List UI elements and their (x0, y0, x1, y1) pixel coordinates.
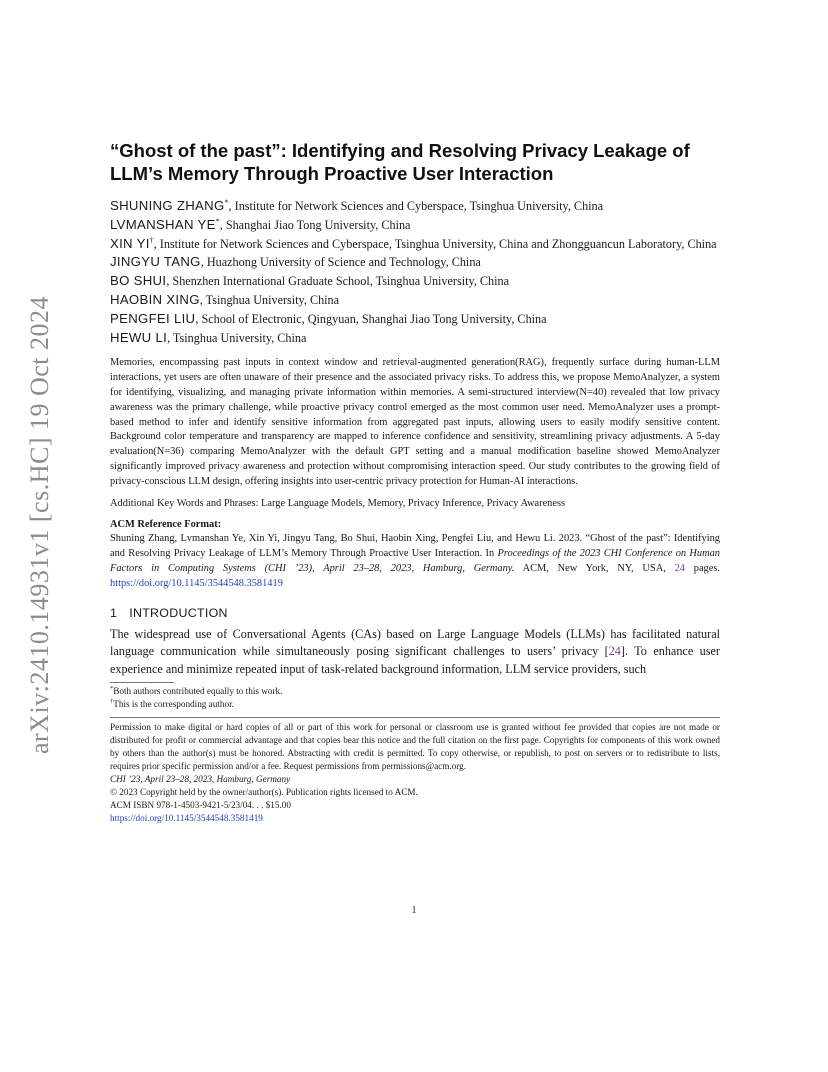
author-name: HEWU LI (110, 329, 168, 345)
author-name: PENGFEI LIU (110, 310, 196, 326)
author-entry (110, 272, 720, 291)
paper-title (110, 139, 720, 185)
section-heading (110, 604, 720, 622)
copyright-line: © 2023 Copyright held by the owner/author(s). Publication rights licensed to ACM. (110, 786, 418, 797)
author-mark: * (224, 197, 229, 207)
title-line-1: “Ghost of the past”: Identifying and Resolving Privacy Leakage of (110, 140, 690, 161)
permission-rule (110, 717, 720, 718)
author-entry (110, 253, 720, 272)
keywords: Additional Key Words and Phrases: Large Language Models, Memory, Privacy Inference, Privacy Awareness (110, 497, 566, 509)
footnote (110, 698, 720, 711)
footnote-rule (110, 682, 174, 683)
author-mark: * (215, 216, 220, 226)
author-name: HAOBIN XING (110, 291, 200, 307)
section-title: INTRODUCTION (129, 605, 228, 620)
author-name: BO SHUI (110, 273, 167, 289)
reference-publisher: ACM, New York, NY, USA, (514, 562, 675, 574)
author-entry (110, 216, 720, 235)
reference-pages: pages. (684, 562, 721, 574)
reference-proceedings: Proceedings of the 2023 CHI Conference on Human Factors in Computing Systems (CHI ’23), April 23–28, 2023, Hamburg, Germany. (110, 548, 720, 574)
footnote-text: This is the corresponding author. (113, 698, 234, 709)
author-affiliation: , Institute for Network Sciences and Cyberspace, Tsinghua University, China and Zhongguancun Laboratory, China (153, 236, 717, 251)
citation-link[interactable]: 24 (608, 644, 621, 659)
reference-text: Shuning Zhang, Lvmanshan Ye, Xin Yi, Jingyu Tang, Bo Shui, Haobin Xing, Pengfei Liu, and Hewu Li. 2023. “Ghost of the past”: Identifying and Resolving Privacy Leakage of LLM’s Memory Through Proactive User Interaction. In (110, 533, 720, 560)
intro-paragraph (110, 626, 720, 679)
permission-notice: Permission to make digital or hard copies of all or part of this work for personal or classroom use is granted without fee provided that copies are not made or distributed for profit or commercial advantage and that copies bear this notice and the full citation on the first page. Copyrights for components of this work owned by others than the author(s) must be honored. Abstracting with credit is permitted. To copy otherwise, or republish, to post on servers or to redistribute to lists, requires prior specific permission and/or a fee. Request permissions from permissions@acm.org. (110, 722, 720, 772)
title-line-2: LLM’s Memory Through Proactive User Interaction (110, 163, 554, 184)
author-affiliation: , Tsinghua University, China (167, 330, 307, 345)
section-number: 1 (110, 605, 118, 620)
author-mark: † (149, 235, 154, 245)
author-entry (110, 291, 720, 310)
arxiv-sidebar-stamp (20, 285, 60, 765)
author-affiliation: , Tsinghua University, China (199, 292, 340, 307)
author-name: JINGYU TANG (110, 254, 201, 270)
paper-page (110, 139, 720, 825)
author-affiliation: , School of Electronic, Qingyuan, Shanghai Jiao Tong University, China (195, 311, 547, 326)
page-number: 1 (411, 905, 417, 916)
isbn-line: ACM ISBN 978-1-4503-9421-5/23/04. . . $15.00 (110, 799, 291, 810)
intro-text-cont: ]. To enhance user experience and minimize repeated input of task-related background information, LLM service providers, such (110, 644, 720, 676)
author-list (110, 197, 720, 347)
acm-reference-heading: ACM Reference Format: (110, 519, 222, 531)
author-affiliation: , Shenzhen International Graduate School, Tsinghua University, China (166, 274, 510, 289)
abstract: Memories, encompassing past inputs in context window and retrieval-augmented generation(RAG), frequently surface during human-LLM interactions, yet users are often unaware of their presence and the associated privacy risks. To address this, we propose MemoAnalyzer, a system for identifying, visualizing, and managing private information within memories. A semi-structured interview(N=40) revealed that low privacy awareness was the primary challenge, while proactive privacy control emerged as the most common user need. MemoAnalyzer uses a prompt-based method to infer and identify sensitive information from aggregated past inputs, allowing users to easily modify sensitive content. Background color temperature and transparency are mapped to inference confidence and sensitivity, streamlining privacy adjustments. A 5-day evaluation(N=36) comparing MemoAnalyzer with the default GPT setting and a manual modification baseline showed MemoAnalyzer significantly improved privacy awareness and protection without compromising interaction speed. Our study contributes to the growing field of privacy-conscious LLM design, offering insights into user-centric privacy protection for Human-AI interactions. (110, 357, 720, 487)
footnote (110, 685, 720, 698)
arxiv-id: arXiv:2410.14931v1 [cs.HC] 19 Oct 2024 (25, 295, 54, 755)
author-name: LVMANSHAN YE (110, 216, 216, 232)
footnote-mark: * (110, 685, 114, 693)
author-affiliation: , Institute for Network Sciences and Cyberspace, Tsinghua University, China (228, 199, 604, 213)
intro-text: The widespread use of Conversational Agents (CAs) based on Large Language Models (LLMs) has facilitated natural language communication while simultaneously posing significant challenges to users’ privacy [ (110, 626, 720, 659)
author-affiliation: , Shanghai Jiao Tong University, China (219, 217, 411, 232)
author-name: XIN YI (110, 235, 150, 251)
acm-reference (110, 532, 720, 591)
author-entry (110, 329, 720, 348)
author-entry (110, 310, 720, 329)
author-name: SHUNING ZHANG (110, 198, 225, 213)
footnote-mark: † (110, 697, 114, 705)
reference-pages-link[interactable]: 24 (674, 562, 685, 574)
reference-doi-link[interactable]: https://doi.org/10.1145/3544548.3581419 (110, 577, 283, 589)
doi-line (110, 812, 720, 825)
doi-link[interactable]: https://doi.org/10.1145/3544548.3581419 (110, 812, 263, 823)
author-entry (110, 197, 720, 216)
conference-line: CHI ’23, April 23–28, 2023, Hamburg, Germany (110, 773, 291, 784)
author-affiliation: , Huazhong University of Science and Technology, China (200, 255, 481, 270)
footnote-text: Both authors contributed equally to this work. (113, 686, 283, 697)
author-entry (110, 235, 720, 254)
